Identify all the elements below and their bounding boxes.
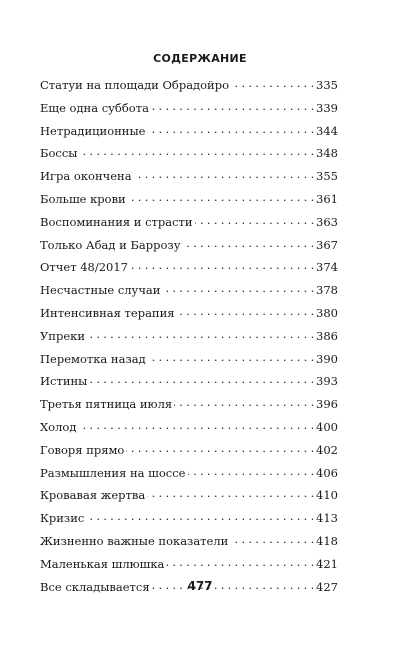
toc-entry-title: Интенсивная терапия [40, 305, 175, 320]
dot-leader [231, 77, 314, 89]
toc-entry-title: Несчастные случаи [40, 283, 161, 298]
dot-leader [89, 373, 314, 385]
toc-entry-title: Кровавая жертва [40, 488, 146, 503]
dot-leader [86, 510, 314, 522]
toc-entry [40, 211, 338, 234]
toc-entry-page: 378 [316, 283, 338, 298]
toc-entry [40, 302, 338, 325]
dot-leader [130, 259, 314, 271]
toc-entry-page: 421 [316, 556, 338, 571]
toc-entry-page: 386 [316, 328, 338, 343]
dot-leader [195, 214, 314, 226]
toc-entry [40, 370, 338, 393]
toc-entry-title: Нетрадиционные [40, 123, 146, 138]
toc-entry-title: Воспоминания и страсти [40, 214, 193, 229]
toc-entry-page: 355 [316, 169, 338, 184]
toc-entry [40, 165, 338, 188]
dot-leader [148, 351, 314, 363]
toc-entry-title: Упреки [40, 328, 85, 343]
toc-entry-title: Холод [40, 419, 77, 434]
toc-entry [40, 553, 338, 576]
dot-leader [162, 282, 314, 294]
dot-leader [87, 328, 314, 340]
toc-entry-page: 410 [316, 488, 338, 503]
toc-entry [40, 416, 338, 439]
toc-entry-title: Жизненно важные показатели [40, 533, 229, 548]
toc-entry-page: 361 [316, 191, 338, 206]
toc-entry [40, 507, 338, 530]
toc-entry-title: Статуи на площади Обрадойро [40, 78, 230, 92]
toc-entry [40, 142, 338, 165]
dot-leader [151, 100, 314, 112]
dot-leader [182, 237, 314, 249]
dot-leader [134, 168, 314, 180]
toc-entry-title: Боссы [40, 146, 78, 161]
dot-leader [188, 465, 315, 477]
toc-entry-title: Третья пятница июля [40, 397, 173, 412]
toc-entry [40, 530, 338, 553]
toc-entry-title: Перемотка назад [40, 351, 146, 366]
dot-leader [230, 533, 314, 545]
toc-entry-title: Маленькая шлюшка [40, 556, 165, 571]
toc-entry-title: Все складывается [40, 579, 150, 594]
dot-leader [128, 191, 314, 203]
dot-leader [177, 305, 315, 317]
toc-entry [40, 97, 338, 120]
dot-leader [166, 556, 314, 568]
toc-entry-page: 335 [316, 78, 338, 92]
toc-entry-page: 390 [316, 351, 338, 366]
toc-entry-page: 363 [316, 214, 338, 229]
toc-entry [40, 256, 338, 279]
toc-entry [40, 279, 338, 302]
toc-entry-title: Больше крови [40, 191, 126, 206]
toc-entry [40, 234, 338, 257]
toc-entry [40, 74, 338, 97]
toc-entry [40, 188, 338, 211]
toc-entry-title: Размышления на шоссе [40, 465, 186, 480]
toc-entry-page: 367 [316, 237, 338, 252]
toc-entry-title: Кризис [40, 511, 85, 526]
toc-entry-title: Говоря прямо [40, 442, 125, 457]
dot-leader [78, 419, 314, 431]
toc-entry [40, 393, 338, 416]
toc-entry-page: 413 [316, 511, 338, 526]
toc-entry [40, 120, 338, 143]
toc-entry-page: 339 [316, 100, 338, 115]
toc-entry-page: 374 [316, 260, 338, 275]
toc-entry-page: 427 [316, 579, 338, 594]
toc-entry-page: 396 [316, 397, 338, 412]
toc-entry-title: Игра окончена [40, 169, 132, 184]
toc-entry-page: 380 [316, 305, 338, 320]
toc-entry-page: 344 [316, 123, 338, 138]
toc-entry-title: Еще одна суббота [40, 100, 149, 115]
toc-entry-title: Отчет 48/2017 [40, 260, 128, 275]
dot-leader [126, 442, 314, 454]
dot-leader [174, 396, 314, 408]
toc-entry [40, 439, 338, 462]
toc-entry-page: 402 [316, 442, 338, 457]
toc-entry-page: 348 [316, 146, 338, 161]
toc-entry [40, 462, 338, 485]
toc-entry-title: Только Абад и Баррозу [40, 237, 181, 252]
toc-entry-title: Истины [40, 374, 88, 389]
page-number: 477 [187, 579, 213, 593]
toc-entry-page: 400 [316, 419, 338, 434]
dot-leader [147, 123, 314, 135]
toc-entry [40, 484, 338, 507]
toc-entry-page: 418 [316, 533, 338, 548]
dot-leader [147, 487, 314, 499]
toc-entry [40, 325, 338, 348]
toc-heading: СОДЕРЖАНИЕ [153, 52, 247, 65]
dot-leader [79, 145, 314, 157]
toc-list [40, 74, 338, 598]
toc-entry-page: 406 [316, 465, 338, 480]
toc-entry-page: 393 [316, 374, 338, 389]
toc-entry [40, 348, 338, 371]
